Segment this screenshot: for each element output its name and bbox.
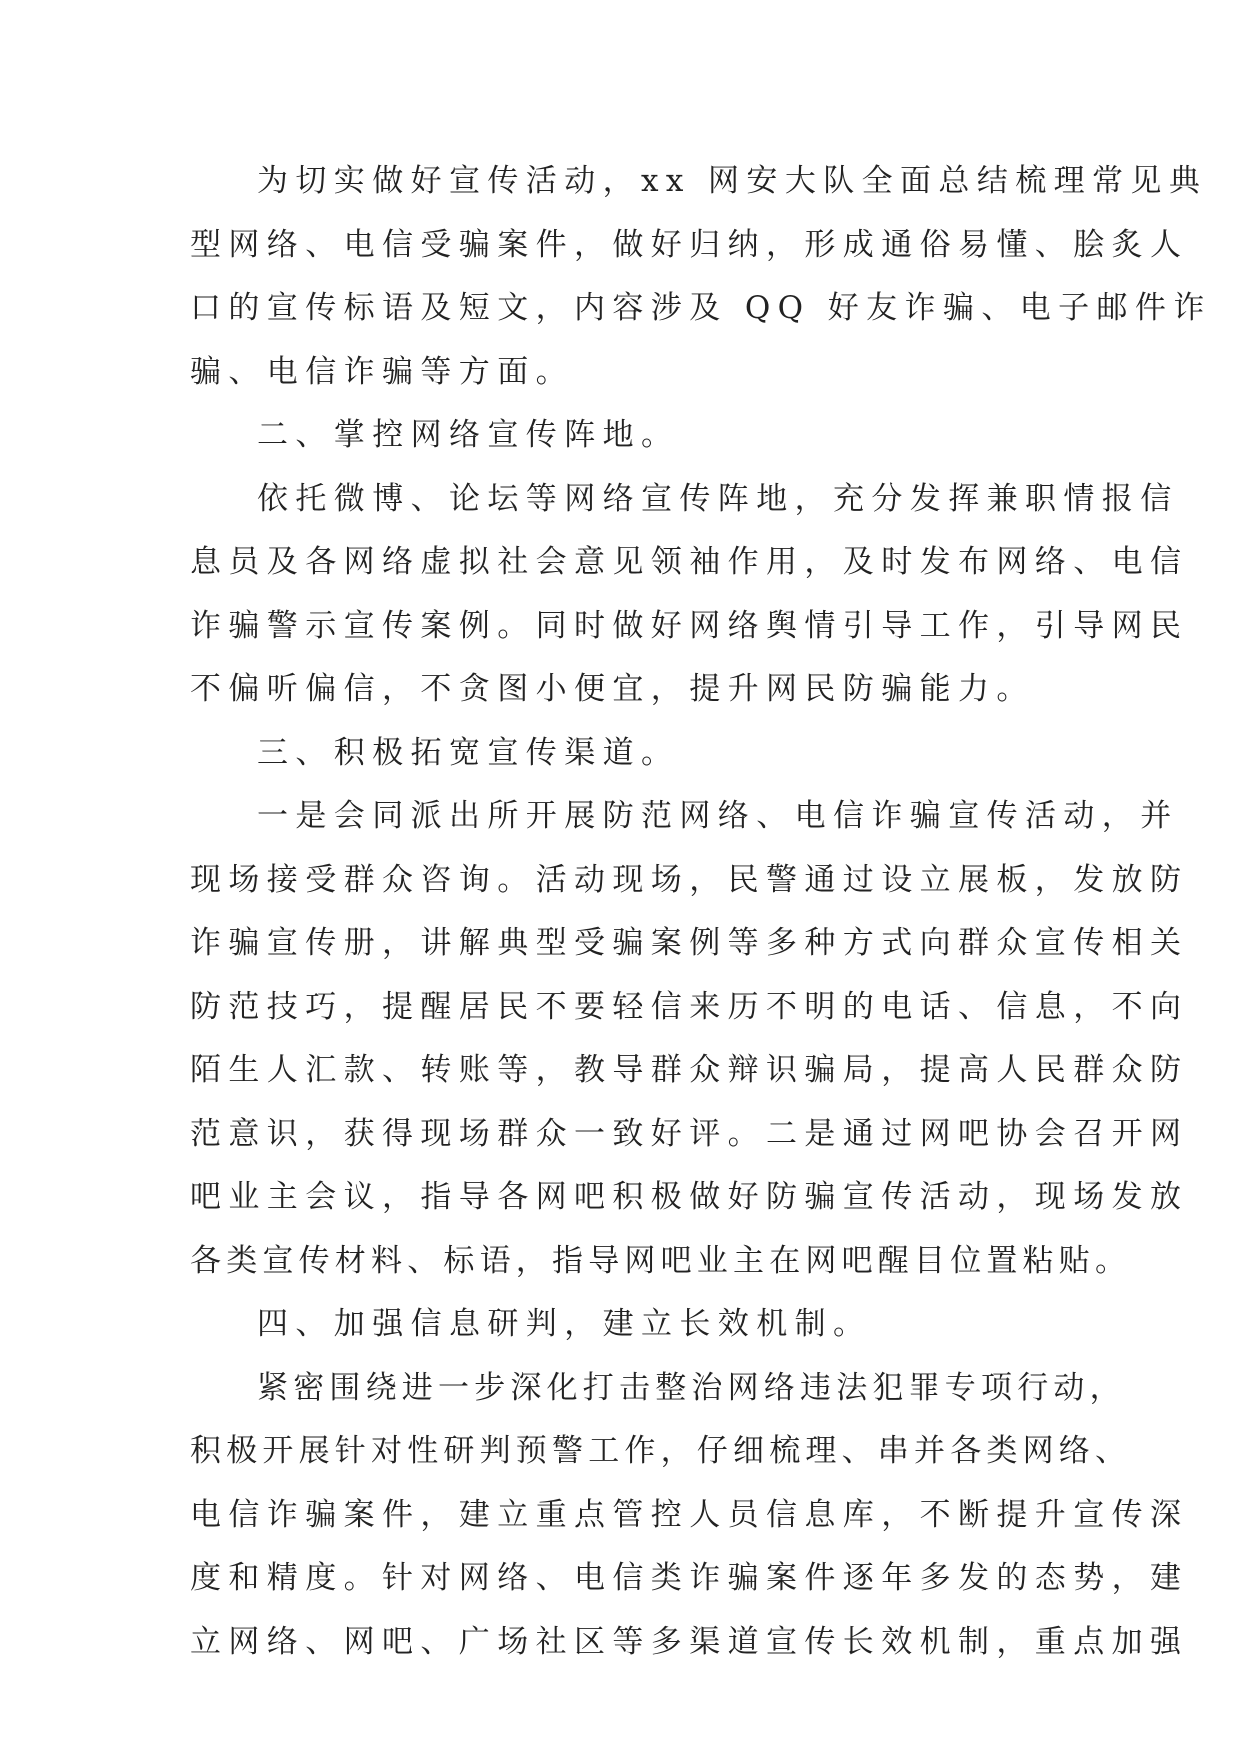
text-line: 现场接受群众咨询。活动现场，民警通过设立展板，发放防: [190, 861, 1189, 898]
text-line: 立网络、网吧、广场社区等多渠道宣传长效机制，重点加强: [190, 1623, 1189, 1660]
text-line: 口的宣传标语及短文，内容涉及 QQ 好友诈骗、电子邮件诈: [190, 290, 1212, 326]
text-line: 诈骗宣传册，讲解典型受骗案例等多种方式向群众宣传相关: [190, 925, 1189, 961]
paragraph-first-line: 依托微博、论坛等网络宣传阵地，充分发挥兼职情报信: [257, 480, 1179, 517]
text-line: 息员及各网络虚拟社会意见领袖作用，及时发布网络、电信: [190, 544, 1189, 580]
text-line: 不偏听偏信，不贪图小便宜，提升网民防骗能力。: [190, 671, 1035, 707]
paragraph-first-line: 为切实做好宣传活动，xx 网安大队全面总结梳理常见典: [257, 163, 1208, 199]
text-line: 电信诈骗案件，建立重点管控人员信息库，不断提升宣传深: [190, 1496, 1189, 1533]
text-line: 骗、电信诈骗等方面。: [190, 353, 574, 390]
body-text: [190, 161, 1212, 1685]
section-heading: 三、积极拓宽宣传渠道。: [257, 734, 680, 771]
text-line: 各类宣传材料、标语，指导网吧业主在网吧醒目位置粘贴。: [190, 1242, 1132, 1279]
text-line: 吧业主会议，指导各网吧积极做好防骗宣传活动，现场发放: [190, 1179, 1189, 1215]
section-heading: 四、加强信息研判，建立长效机制。: [257, 1306, 872, 1342]
paragraph-first-line: 紧密围绕进一步深化打击整治网络违法犯罪专项行动，: [257, 1369, 1126, 1406]
text-line: 范意识，获得现场群众一致好评。二是通过网吧协会召开网: [190, 1115, 1189, 1152]
text-line: 防范技巧，提醒居民不要轻信来历不明的电话、信息，不向: [190, 988, 1189, 1025]
text-line: 陌生人汇款、转账等，教导群众辩识骗局，提高人民群众防: [190, 1052, 1189, 1088]
text-line: 度和精度。针对网络、电信类诈骗案件逐年多发的态势，建: [190, 1560, 1189, 1596]
paragraph-first-line: 一是会同派出所开展防范网络、电信诈骗宣传活动，并: [257, 798, 1179, 834]
text-line: 型网络、电信受骗案件，做好归纳，形成通俗易懂、脍炙人: [190, 226, 1189, 263]
section-heading: 二、掌控网络宣传阵地。: [257, 417, 680, 453]
text-line: 诈骗警示宣传案例。同时做好网络舆情引导工作，引导网民: [190, 607, 1189, 644]
text-line: 积极开展针对性研判预警工作，仔细梳理、串并各类网络、: [190, 1433, 1132, 1469]
